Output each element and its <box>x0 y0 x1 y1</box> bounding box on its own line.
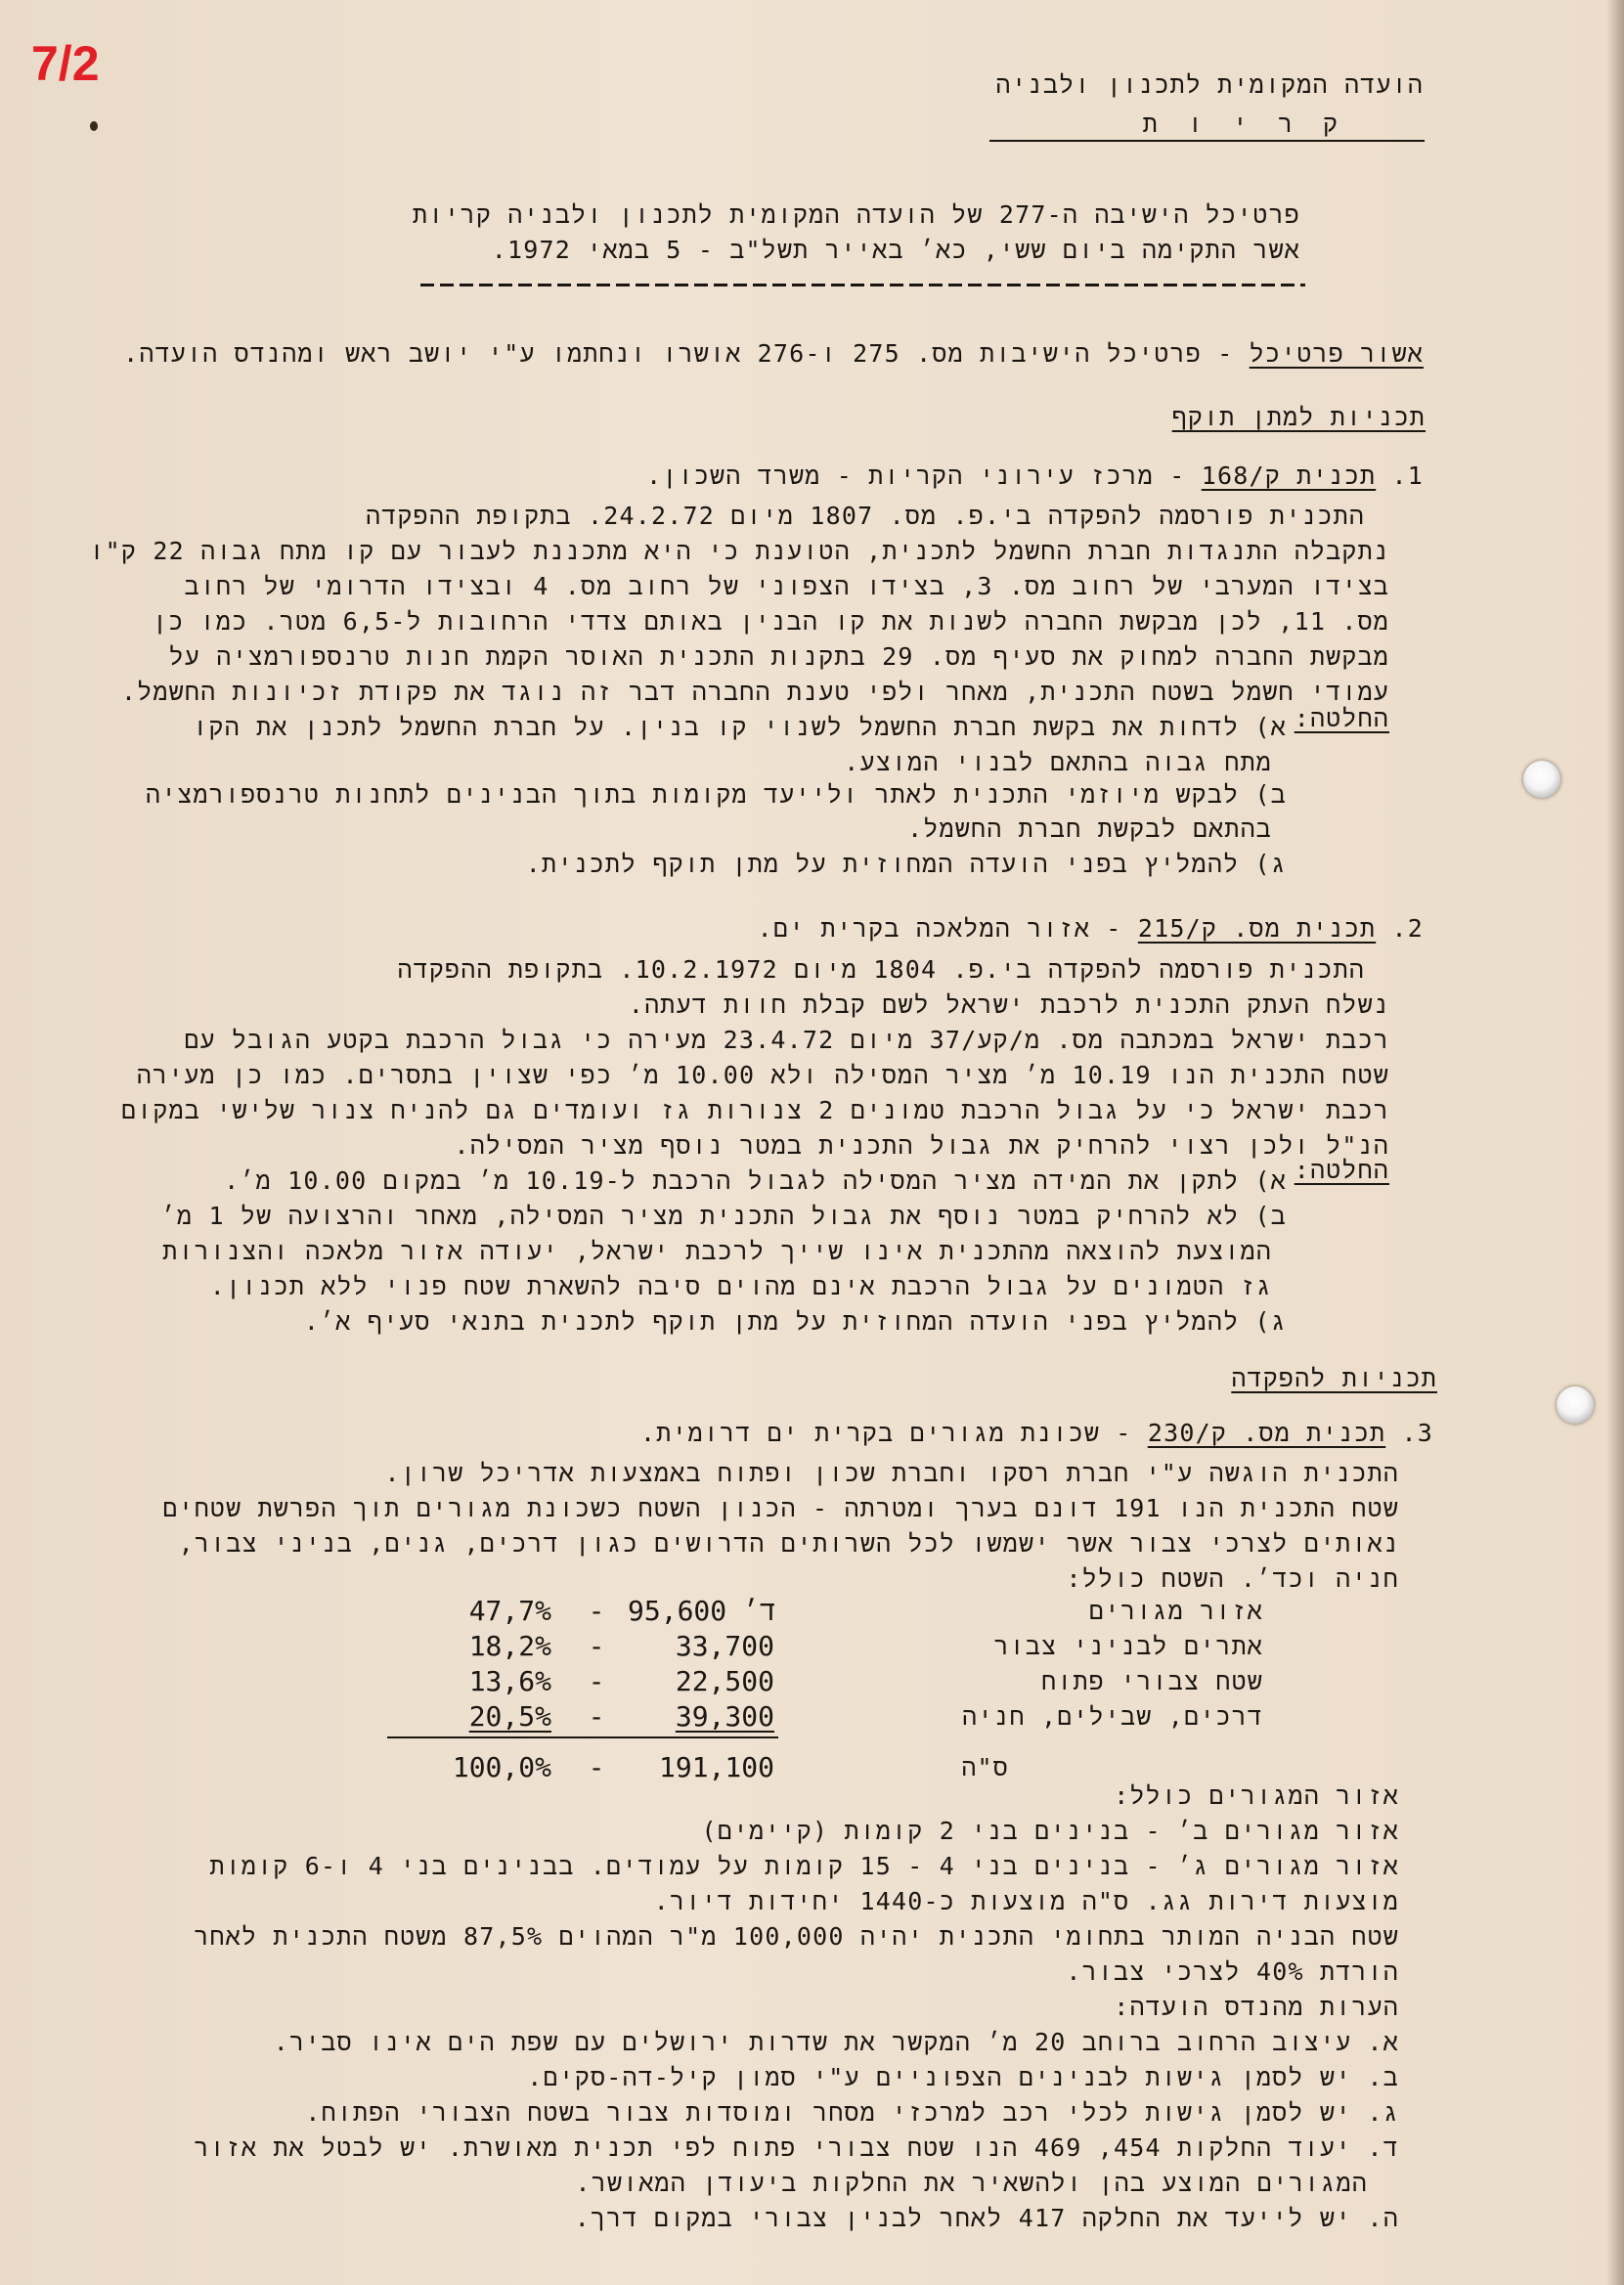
note-a: א. עיצוב הרחוב ברוחב 20 מ׳ המקשר את שדרות ירושלים עם שפת הים אינו סביר. <box>273 2028 1399 2056</box>
residential-title: אזור המגורים כולל: <box>1114 1781 1399 1810</box>
table-row-2-label: אתרים לבניני צבור <box>993 1632 1263 1660</box>
plan3-label: תכנית מס. ק/230 <box>1147 1419 1386 1447</box>
table-row-3-pct: 13,6% <box>468 1665 551 1697</box>
table-total-dash: - <box>588 1751 605 1783</box>
table-row-3-value: 22,500 <box>675 1665 774 1697</box>
table-row-2-pct: 18,2% <box>468 1630 551 1662</box>
plan3-line-1: התכנית הוגשה ע"י חברת רסקו וחברת שכון ופתוח באמצעות אדריכל שרון. <box>384 1459 1399 1487</box>
table-row-2-value: 33,700 <box>675 1630 774 1662</box>
note-d: ד. יעוד החלקות 454, 469 הנו שטח צבורי פתוח לפי תכנית מאושרת. יש לבטל את אזור <box>194 2133 1399 2162</box>
title-line-2: אשר התקימה ביום ששי, כא׳ באייר תשל"ב - 5 במאי 1972. <box>491 236 1300 264</box>
section-title-validation: תכניות למתן תוקף <box>1171 403 1426 431</box>
plan3-title: - שכונת מגורים בקרית ים דרומית. <box>639 1419 1148 1447</box>
punch-hole-top <box>1523 761 1560 798</box>
plan2-heading <box>758 914 1424 944</box>
plan2-decision-a: א) לתקן את המידה מציר המסילה לגבול הרכבת ל-10.19 מ׳ במקום 10.00 מ׳. <box>224 1166 1287 1195</box>
table-total-label: ס"ה <box>961 1753 1009 1781</box>
note-b: ב. יש לסמן גישות לבנינים הצפוניים ע"י סמון קיל-דה-סקים. <box>527 2063 1399 2091</box>
table-row-1-pct: 47,7% <box>468 1595 551 1627</box>
approval-text: - פרטיכל הישיבות מס. 275 ו-276 אושרו ונחתמו ע"י יושב ראש ומהנדס הועדה. <box>123 339 1250 368</box>
note-e: ה. יש לייעד את החלקה 417 לאחר לבנין צבורי במקום דרך. <box>574 2204 1399 2232</box>
table-row-4-pct: 20,5% <box>468 1700 551 1733</box>
residential-zone-c-cont: מוצעות דירות גג. ס"ה מוצעות כ-1440 יחידות דיור. <box>653 1887 1399 1915</box>
approval-line <box>123 339 1424 369</box>
plan1-title: - מרכז עירוני הקריות - משרד השכון. <box>646 461 1202 490</box>
table-row-4-label: דרכים, שבילים, חניה <box>961 1702 1263 1731</box>
plan2-decision-label: החלטה: <box>1294 1156 1389 1184</box>
plan3-line-2: שטח התכנית הנו 191 דונם בערך ומטרתה - הכנון השטח כשכונת מגורים תוך הפרשת שטחים <box>162 1494 1399 1522</box>
approval-label: אשור פרטיכל <box>1249 339 1424 368</box>
table-row-1-dash: - <box>588 1595 605 1627</box>
table-total-rule <box>387 1736 778 1738</box>
table-row-1-label: אזור מגורים <box>1088 1597 1263 1625</box>
plan1-decision-label: החלטה: <box>1294 704 1389 732</box>
building-area-line-1: שטח הבניה המותר בתחומי התכנית יהיה 100,000 מ"ר המהוים 87,5% משטח התכנית לאחר <box>194 1922 1399 1951</box>
table-total-value: 191,100 <box>658 1751 774 1783</box>
plan1-decision-c: ג) להמליץ בפני הועדה המחוזית על מתן תוקף לתכנית. <box>525 850 1287 878</box>
plan2-num: 2. <box>1391 914 1424 943</box>
notes-title: הערות מהנדס הועדה: <box>1114 1993 1399 2021</box>
plan2-decision-b-cont-2: גז הטמונים על גבול הרכבת אינם מהוים סיבה להשארת שטח פנוי ללא תכנון. <box>209 1272 1272 1300</box>
plan2-line-6: הנ"ל ולכן רצוי להרחיק את גבול התכנית במטר נוסף מציר המסילה. <box>454 1131 1389 1160</box>
plan2-line-4: שטח התכנית הנו 10.19 מ׳ מציר המסילה ולא 10.00 מ׳ כפי שצוין בתסרים. כמו כן מעירה <box>136 1061 1389 1089</box>
plan1-num: 1. <box>1391 461 1424 490</box>
plan2-line-1: התכנית פורסמה להפקדה בי.פ. 1804 מיום 10.2.1972. בתקופת ההפקדה <box>397 955 1365 984</box>
plan1-decision-b: ב) לבקש מיוזמי התכנית לאתר ולייעד מקומות בתוך הבנינים לתחנות טרנספורמציה <box>145 780 1287 809</box>
plan2-title: - אזור המלאכה בקרית ים. <box>757 914 1138 943</box>
header-org: הועדה המקומית לתכנון ולבניה <box>995 70 1424 99</box>
plan1-line-5: מבקשת החברה למחוק את סעיף מס. 29 בתקנות התכנית האוסר הקמת חנות טרנספורמציה על <box>168 642 1389 671</box>
plan1-line-6: עמודי חשמל בשטח התכנית, מאחר ולפי טענת החברה דבר זה נוגד את פקודת זכיונות החשמל. <box>121 678 1389 706</box>
residential-zone-b: אזור מגורים ב׳ - בנינים בני 2 קומות (קיימים) <box>701 1817 1399 1845</box>
page-number: 7/2 <box>31 36 100 91</box>
plan1-line-4: מס. 11, לכן מבקשת החברה לשנות את קו הבנין באותם צדדי הרחובות ל-6,5 מטר. כמו כן <box>152 607 1389 636</box>
plan1-heading <box>646 461 1424 491</box>
header-underline <box>989 140 1425 142</box>
paper-edge-shadow <box>1606 0 1624 2285</box>
plan1-line-1: התכנית פורסמה להפקדה בי.פ. מס. 1807 מיום 24.2.72. בתקופת ההפקדה <box>366 502 1365 530</box>
plan1-decision-a-cont: מתח גבוה בהתאם לבנוי המוצע. <box>844 748 1272 776</box>
table-row-1-value: ד׳ 95,600 <box>628 1595 776 1627</box>
punch-hole-bottom <box>1557 1386 1594 1424</box>
building-area-line-2: הורדת 40% לצרכי צבור. <box>1066 1957 1399 1986</box>
note-c: ג. יש לסמן גישות לכלי רכב למרכזי מסחר ומוסדות צבור בשטח הצבורי הפתוח. <box>305 2098 1399 2127</box>
plan2-label: תכנית מס. ק/215 <box>1137 914 1377 943</box>
plan2-decision-b-cont-1: המוצעת להוצאה מהתכנית אינו שייך לרכבת ישראל, יעודה אזור מלאכה והצנורות <box>162 1237 1272 1265</box>
section-title-deposit: תכניות להפקדה <box>1231 1364 1437 1392</box>
note-d-cont: המגורים המוצע בהן ולהשאיר את החלקות ביעודן המאושר. <box>575 2169 1368 2197</box>
plan2-line-2: נשלח העתק התכנית לרכבת ישראל לשם קבלת חוות דעתה. <box>628 990 1389 1019</box>
plan1-label: תכנית ק/168 <box>1201 461 1377 490</box>
residential-zone-c: אזור מגורים ג׳ - בנינים בני 4 - 15 קומות על עמודים. בבנינים בני 4 ו-6 קומות <box>209 1852 1399 1880</box>
header-city: ק ר י ו ת <box>1142 110 1345 138</box>
title-dashed-rule <box>420 284 1305 286</box>
plan3-line-4: חניה וכד׳. השטח כולל: <box>1066 1564 1399 1593</box>
plan2-line-5: רכבת ישראל כי על גבול הרכבת טמונים 2 צנורות גז ועומדים גם להניח צנור שלישי במקום <box>120 1096 1389 1124</box>
plan1-decision-b-cont: בהתאם לבקשת חברת החשמל. <box>907 814 1272 843</box>
table-total-pct: 100,0% <box>452 1751 551 1783</box>
plan1-line-3: בצידו המערבי של רחוב מס. 3, בצידו הצפוני של רחוב מס. 4 ובצידו הדרומי של רחוב <box>184 572 1389 600</box>
table-row-2-dash: - <box>588 1630 605 1662</box>
plan1-decision-a: א) לדחות את בקשת חברת החשמל לשנוי קו בנין. על חברת החשמל לתכנן את הקו <box>193 713 1287 741</box>
plan2-decision-c: ג) להמליץ בפני הועדה המחוזית על מתן תוקף לתכנית בתנאי סעיף א׳. <box>303 1307 1287 1336</box>
plan2-line-3: רכבת ישראל במכתבה מס. מ/קע/37 מיום 23.4.72 מעירה כי גבול הרכבת בקטע הגובל עם <box>184 1026 1389 1054</box>
plan3-line-3: נאותים לצרכי צבור אשר ישמשו לכל השרותים הדרושים כגון דרכים, גנים, בניני צבור, <box>178 1529 1399 1558</box>
plan2-decision-b: ב) לא להרחיק במטר נוסף את גבול התכנית מציר המסילה, מאחר והרצועה של 1 מ׳ <box>160 1202 1287 1230</box>
table-row-3-dash: - <box>588 1665 605 1697</box>
title-line-1: פרטיכל הישיבה ה-277 של הועדה המקומית לתכנון ולבניה קריות <box>413 200 1300 229</box>
table-row-4-dash: - <box>588 1700 605 1733</box>
table-row-3-label: שטח צבורי פתוח <box>1041 1667 1263 1695</box>
plan3-heading <box>640 1419 1433 1448</box>
table-row-4-value: 39,300 <box>675 1700 774 1733</box>
plan3-num: 3. <box>1401 1419 1433 1447</box>
ink-mark <box>90 121 98 131</box>
plan1-line-2: נתקבלה התנגדות חברת החשמל לתכנית, הטוענת כי היא מתכננת לעבור עם קו מתח גבוה 22 ק"ו <box>89 537 1389 565</box>
